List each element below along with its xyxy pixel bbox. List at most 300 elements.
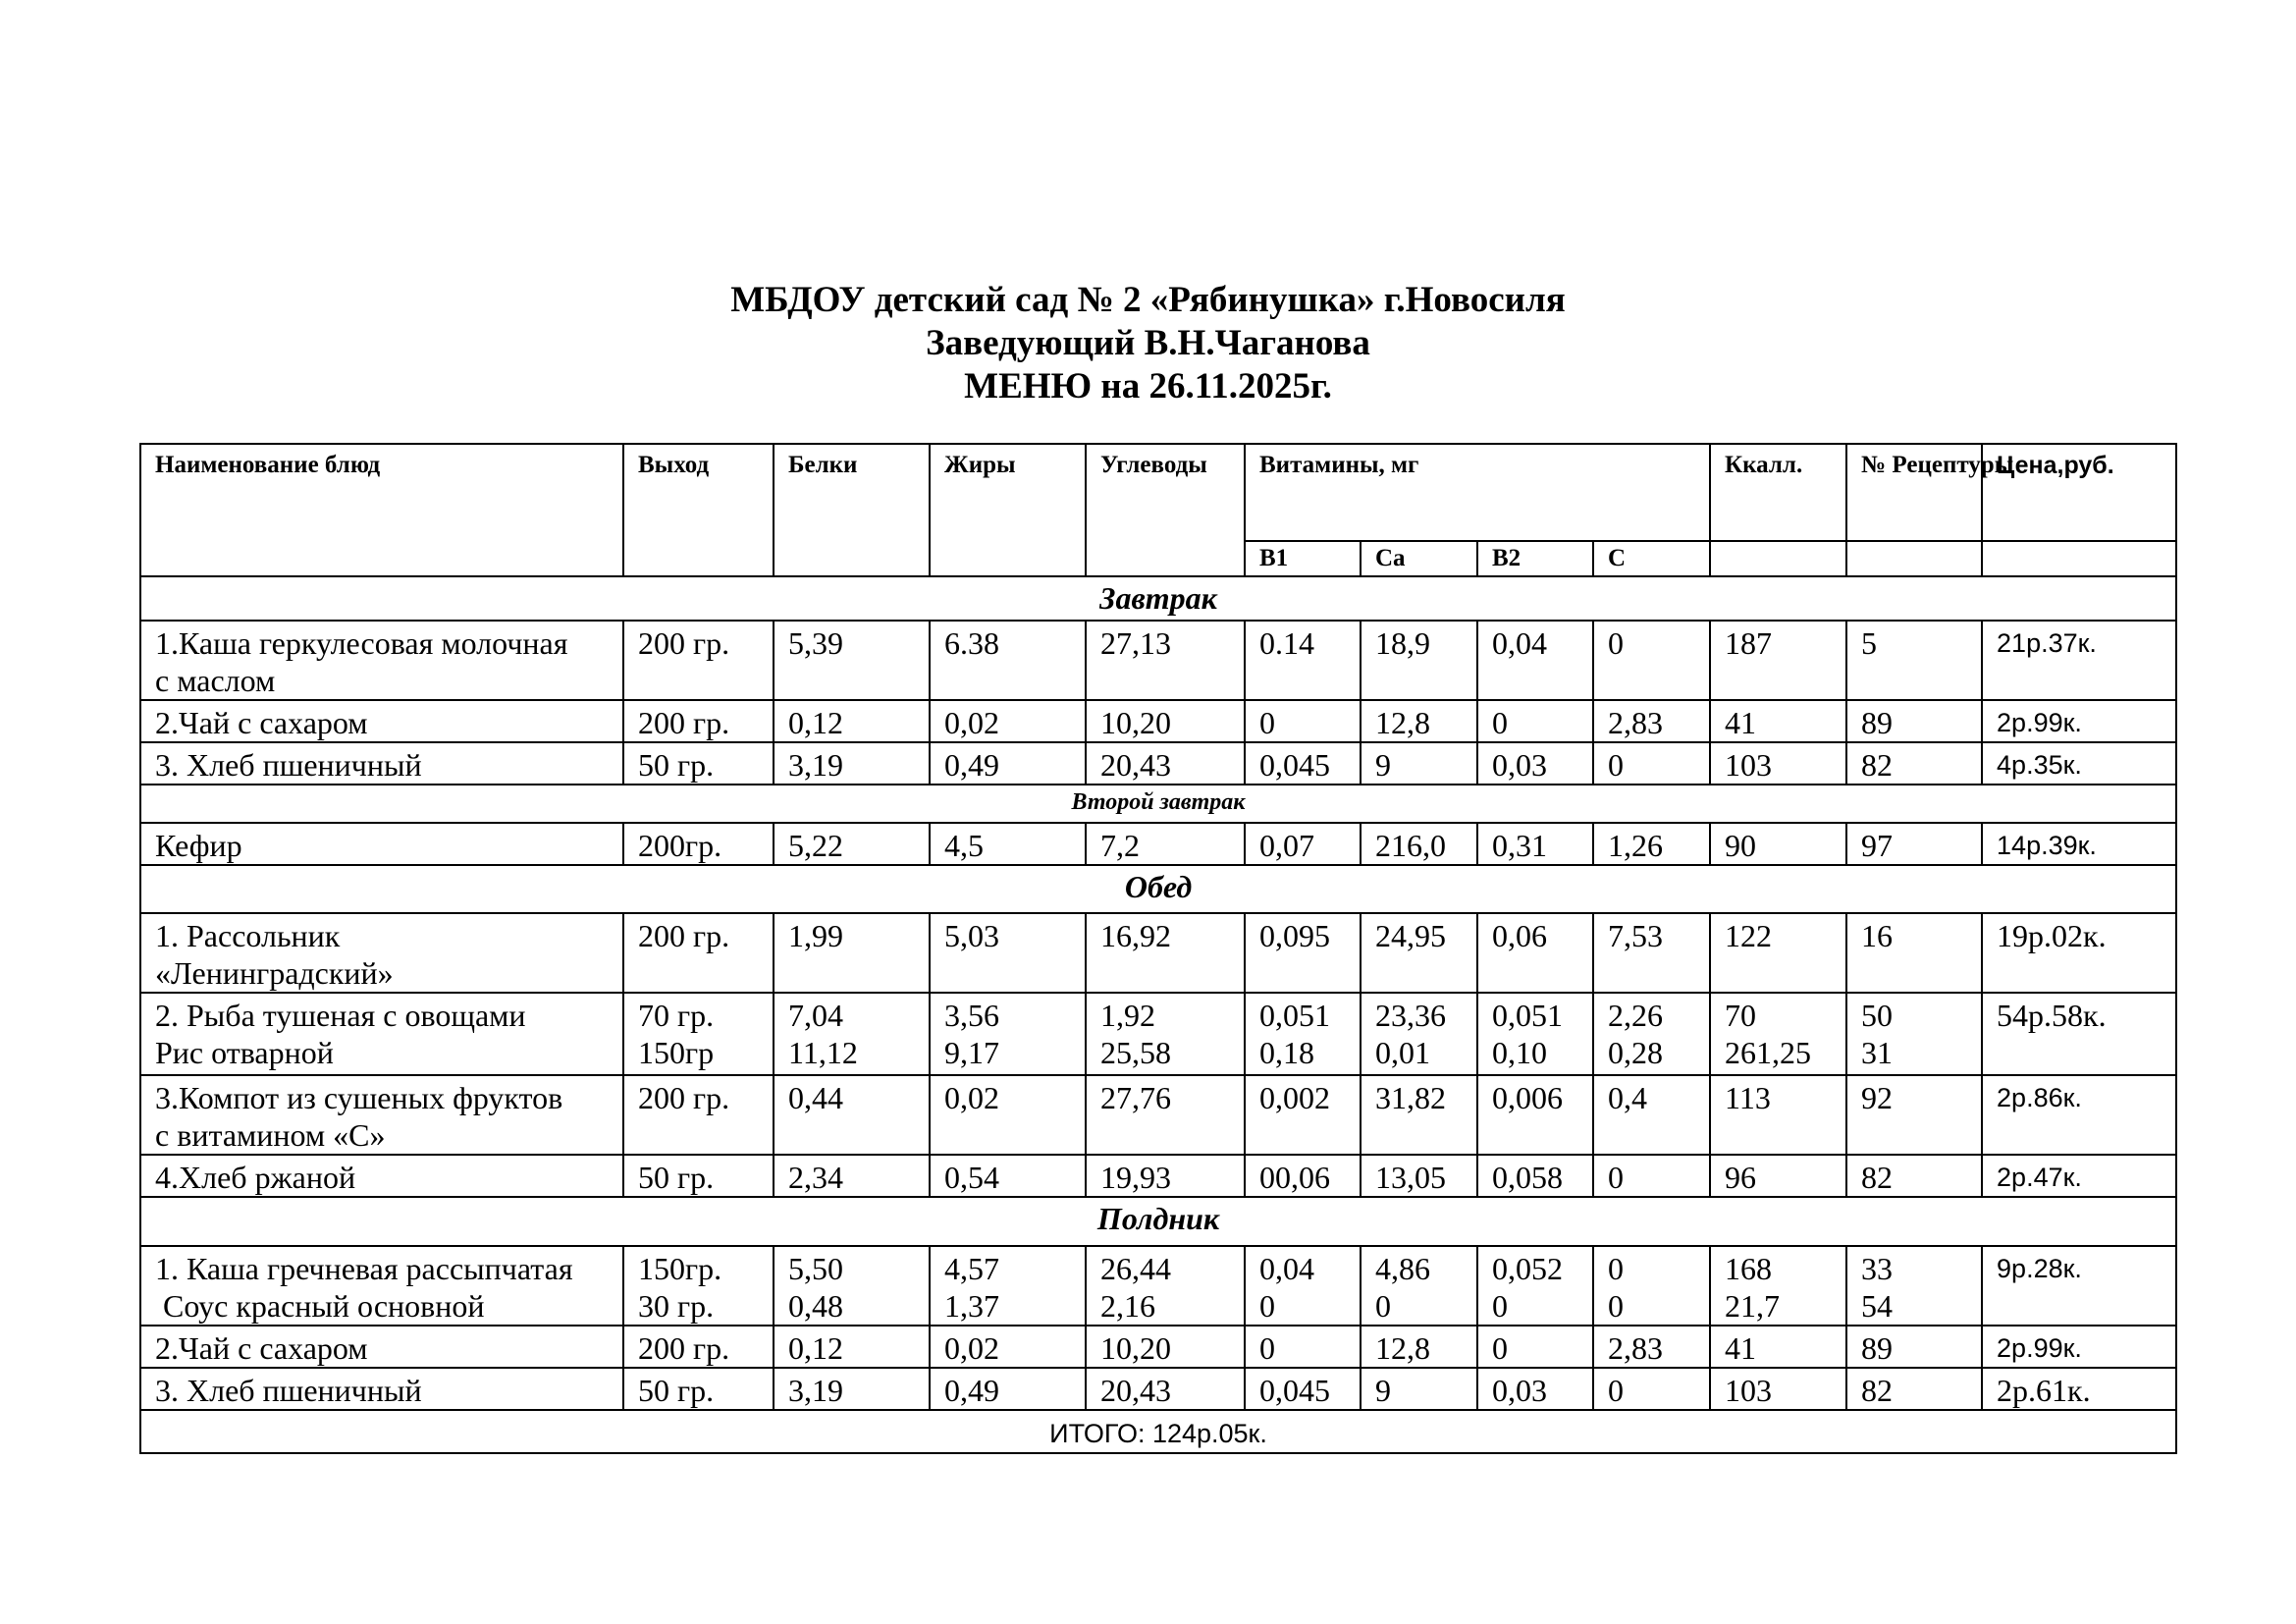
- vitamin-b2: 0,051: [1492, 998, 1563, 1033]
- dish-name: 3. Хлеб пшеничный: [155, 747, 422, 783]
- dish-protein: 7,04: [788, 998, 843, 1033]
- dish-output: 200 гр.: [638, 1330, 730, 1366]
- col-header-recipe-empty: [1846, 541, 1982, 576]
- recipe-number: 89: [1861, 1330, 1894, 1366]
- dish-kcal: 41: [1725, 705, 1757, 740]
- dish-kcal: 21,7: [1725, 1288, 1781, 1324]
- vitamin-c: 0: [1608, 625, 1624, 661]
- dish-output-cell: [623, 1155, 774, 1197]
- dish-output-cell: [623, 913, 774, 993]
- dish-name: 3. Хлеб пшеничный: [155, 1373, 422, 1408]
- vitamin-c-cell: [1593, 1246, 1710, 1326]
- dish-name: 2. Рыба тушеная с овощами: [155, 998, 526, 1033]
- col-header-name: Наименование блюд: [140, 444, 623, 576]
- recipe-number: 97: [1861, 828, 1894, 863]
- dish-fat-cell: [930, 993, 1086, 1075]
- dish-carbs-cell: [1086, 913, 1245, 993]
- col-header-recipe: № Рецептуры: [1846, 444, 1982, 541]
- col-header-carbs: Углеводы: [1086, 444, 1245, 576]
- vitamin-ca: 13,05: [1375, 1160, 1446, 1195]
- dish-kcal: 90: [1725, 828, 1757, 863]
- dish-name: Соус красный основной: [163, 1288, 485, 1324]
- dish-carbs: 26,44: [1100, 1251, 1171, 1286]
- section-lunch: [140, 865, 2176, 913]
- dish-output-cell: [623, 993, 774, 1075]
- recipe-number: 5: [1861, 625, 1878, 661]
- dish-price: 4р.35к.: [1982, 742, 2176, 785]
- dish-kcal: 187: [1725, 625, 1773, 661]
- vitamin-b2-cell: [1477, 1326, 1593, 1368]
- dish-name: 1.Каша геркулесовая молочная: [155, 625, 568, 661]
- dish-fat: 0,49: [944, 747, 999, 783]
- dish-name-cell: [140, 913, 623, 993]
- dish-row: [140, 621, 2176, 700]
- recipe-number-cell: [1846, 1326, 1982, 1368]
- dish-protein-cell: [774, 1326, 930, 1368]
- dish-name: 3.Компот из сушеных фруктов: [155, 1080, 563, 1115]
- dish-fat: 0,49: [944, 1373, 999, 1408]
- recipe-number: 33: [1861, 1251, 1894, 1286]
- dish-carbs: 20,43: [1100, 1373, 1171, 1408]
- dish-protein-cell: [774, 1368, 930, 1410]
- vitamin-ca-cell: [1361, 1326, 1477, 1368]
- vitamin-b1: 0,04: [1259, 1251, 1314, 1286]
- dish-kcal-cell: [1710, 700, 1846, 742]
- section-snack: [140, 1197, 2176, 1246]
- dish-price: 9р.28к.: [1982, 1246, 2176, 1326]
- dish-output: 200 гр.: [638, 705, 730, 740]
- dish-kcal-cell: [1710, 742, 1846, 785]
- vitamin-ca: 0: [1375, 1288, 1391, 1324]
- dish-row: [140, 742, 2176, 785]
- dish-kcal-cell: [1710, 993, 1846, 1075]
- dish-name-cell: [140, 700, 623, 742]
- vitamin-ca-cell: [1361, 1155, 1477, 1197]
- dish-carbs-cell: [1086, 742, 1245, 785]
- dish-fat: 0,02: [944, 1330, 999, 1366]
- dish-protein: 1,99: [788, 918, 843, 953]
- dish-carbs-cell: [1086, 700, 1245, 742]
- dish-name-cell: [140, 1075, 623, 1155]
- section-title: Завтрак: [140, 576, 2176, 621]
- dish-carbs: 1,92: [1100, 998, 1155, 1033]
- recipe-number: 89: [1861, 705, 1894, 740]
- dish-protein: 2,34: [788, 1160, 843, 1195]
- dish-protein: 5,22: [788, 828, 843, 863]
- recipe-number: 82: [1861, 1373, 1894, 1408]
- vitamin-b1: 0,045: [1259, 747, 1330, 783]
- dish-kcal-cell: [1710, 1155, 1846, 1197]
- dish-carbs-cell: [1086, 1155, 1245, 1197]
- vitamin-b1-cell: [1245, 1368, 1361, 1410]
- vitamin-b2: 0,006: [1492, 1080, 1563, 1115]
- dish-name-cell: [140, 1155, 623, 1197]
- recipe-number: 16: [1861, 918, 1894, 953]
- dish-price: 54р.58к.: [1982, 993, 2176, 1075]
- dish-carbs: 25,58: [1100, 1035, 1171, 1070]
- dish-kcal: 103: [1725, 1373, 1773, 1408]
- dish-output: 50 гр.: [638, 1160, 715, 1195]
- vitamin-c: 2,26: [1608, 998, 1663, 1033]
- section-second-breakfast: [140, 785, 2176, 823]
- vitamin-c: 0: [1608, 1373, 1624, 1408]
- dish-kcal-cell: [1710, 913, 1846, 993]
- col-header-fat: Жиры: [930, 444, 1086, 576]
- vitamin-c: 7,53: [1608, 918, 1663, 953]
- dish-fat: 0,54: [944, 1160, 999, 1195]
- dish-fat: 6.38: [944, 625, 999, 661]
- vitamin-c: 0: [1608, 747, 1624, 783]
- dish-kcal-cell: [1710, 823, 1846, 865]
- vitamin-b1-cell: [1245, 913, 1361, 993]
- vitamin-b1-cell: [1245, 993, 1361, 1075]
- dish-fat-cell: [930, 1246, 1086, 1326]
- dish-output-cell: [623, 621, 774, 700]
- dish-fat-cell: [930, 913, 1086, 993]
- dish-row: [140, 1075, 2176, 1155]
- vitamin-b1-cell: [1245, 621, 1361, 700]
- vitamin-ca-cell: [1361, 700, 1477, 742]
- dish-output: 200гр.: [638, 828, 722, 863]
- vitamin-b1: 0,051: [1259, 998, 1330, 1033]
- dish-output: 200 гр.: [638, 918, 730, 953]
- menu-table: [139, 443, 2177, 1454]
- dish-fat-cell: [930, 742, 1086, 785]
- vitamin-b1-cell: [1245, 1326, 1361, 1368]
- vitamin-b1: 0,002: [1259, 1080, 1330, 1115]
- dish-carbs-cell: [1086, 1326, 1245, 1368]
- dish-protein: 5,50: [788, 1251, 843, 1286]
- dish-output: 150гр: [638, 1035, 715, 1070]
- dish-row: [140, 1246, 2176, 1326]
- dish-carbs-cell: [1086, 823, 1245, 865]
- dish-fat: 0,02: [944, 1080, 999, 1115]
- dish-kcal: 41: [1725, 1330, 1757, 1366]
- dish-protein-cell: [774, 742, 930, 785]
- dish-name-cell: [140, 1246, 623, 1326]
- vitamin-c-cell: [1593, 913, 1710, 993]
- dish-protein-cell: [774, 913, 930, 993]
- recipe-number: 31: [1861, 1035, 1894, 1070]
- dish-protein-cell: [774, 1155, 930, 1197]
- recipe-number-cell: [1846, 621, 1982, 700]
- header-row: [140, 444, 2176, 541]
- dish-carbs-cell: [1086, 1368, 1245, 1410]
- dish-row: [140, 1326, 2176, 1368]
- vitamin-b2-cell: [1477, 1155, 1593, 1197]
- vitamin-ca-cell: [1361, 913, 1477, 993]
- director-line: Заведующий В.Н.Чаганова: [926, 323, 1370, 363]
- col-header-price-empty: [1982, 541, 2176, 576]
- dish-fat: 3,56: [944, 998, 999, 1033]
- dish-kcal: 261,25: [1725, 1035, 1812, 1070]
- vitamin-b1-cell: [1245, 700, 1361, 742]
- dish-fat-cell: [930, 1075, 1086, 1155]
- vitamin-c: 0,28: [1608, 1035, 1663, 1070]
- dish-kcal-cell: [1710, 1075, 1846, 1155]
- dish-output: 200 гр.: [638, 625, 730, 661]
- dish-price: 2р.99к.: [1982, 700, 2176, 742]
- dish-row: [140, 823, 2176, 865]
- recipe-number-cell: [1846, 823, 1982, 865]
- dish-name-cell: [140, 742, 623, 785]
- dish-fat: 5,03: [944, 918, 999, 953]
- dish-kcal-cell: [1710, 1368, 1846, 1410]
- dish-row: [140, 993, 2176, 1075]
- dish-price: 2р.99к.: [1982, 1326, 2176, 1368]
- dish-output-cell: [623, 1246, 774, 1326]
- dish-price: 21р.37к.: [1982, 621, 2176, 700]
- dish-output-cell: [623, 742, 774, 785]
- vitamin-b2: 0,03: [1492, 747, 1547, 783]
- vitamin-b1: 0,07: [1259, 828, 1314, 863]
- vitamin-b2-cell: [1477, 700, 1593, 742]
- dish-protein: 0,12: [788, 705, 843, 740]
- vitamin-c-cell: [1593, 823, 1710, 865]
- recipe-number-cell: [1846, 1155, 1982, 1197]
- vitamin-c: 0: [1608, 1251, 1624, 1286]
- col-header-vitamins: Витамины, мг: [1245, 444, 1710, 541]
- dish-kcal-cell: [1710, 1326, 1846, 1368]
- dish-fat-cell: [930, 1155, 1086, 1197]
- col-header-ca: Са: [1361, 541, 1477, 576]
- vitamin-ca: 9: [1375, 1373, 1391, 1408]
- vitamin-b1-cell: [1245, 742, 1361, 785]
- dish-kcal: 168: [1725, 1251, 1773, 1286]
- dish-name: Рис отварной: [155, 1035, 334, 1070]
- dish-protein-cell: [774, 1075, 930, 1155]
- vitamin-ca: 216,0: [1375, 828, 1446, 863]
- vitamin-c: 0: [1608, 1288, 1624, 1324]
- vitamin-b1: 00,06: [1259, 1160, 1330, 1195]
- dish-output-cell: [623, 700, 774, 742]
- vitamin-ca-cell: [1361, 1246, 1477, 1326]
- dish-kcal: 96: [1725, 1160, 1757, 1195]
- vitamin-c-cell: [1593, 1155, 1710, 1197]
- total-row: [140, 1410, 2176, 1453]
- vitamin-b1-cell: [1245, 823, 1361, 865]
- vitamin-ca: 12,8: [1375, 705, 1430, 740]
- institution-title: МБДОУ детский сад № 2 «Рябинушка» г.Новосиля: [730, 280, 1566, 320]
- vitamin-c-cell: [1593, 993, 1710, 1075]
- vitamin-b1: 0: [1259, 1330, 1275, 1366]
- col-header-output: Выход: [623, 444, 774, 576]
- dish-protein: 0,12: [788, 1330, 843, 1366]
- dish-row: [140, 913, 2176, 993]
- vitamin-ca: 0,01: [1375, 1035, 1430, 1070]
- dish-row: [140, 1368, 2176, 1410]
- vitamin-c: 2,83: [1608, 705, 1663, 740]
- vitamin-b1-cell: [1245, 1075, 1361, 1155]
- dish-fat: 4,5: [944, 828, 984, 863]
- dish-protein: 0,44: [788, 1080, 843, 1115]
- vitamin-c-cell: [1593, 621, 1710, 700]
- dish-kcal: 103: [1725, 747, 1773, 783]
- vitamin-ca-cell: [1361, 823, 1477, 865]
- vitamin-b2-cell: [1477, 1075, 1593, 1155]
- dish-carbs-cell: [1086, 1246, 1245, 1326]
- vitamin-c-cell: [1593, 1368, 1710, 1410]
- vitamin-ca: 12,8: [1375, 1330, 1430, 1366]
- dish-fat-cell: [930, 823, 1086, 865]
- recipe-number: 82: [1861, 747, 1894, 783]
- dish-price: 19р.02к.: [1982, 913, 2176, 993]
- dish-output-cell: [623, 823, 774, 865]
- vitamin-ca-cell: [1361, 1368, 1477, 1410]
- dish-name-cell: [140, 1326, 623, 1368]
- vitamin-b1: 0: [1259, 705, 1275, 740]
- dish-kcal: 113: [1725, 1080, 1771, 1115]
- vitamin-b2: 0,31: [1492, 828, 1547, 863]
- dish-output: 30 гр.: [638, 1288, 715, 1324]
- vitamin-b2: 0,052: [1492, 1251, 1563, 1286]
- dish-protein-cell: [774, 621, 930, 700]
- vitamin-ca-cell: [1361, 1075, 1477, 1155]
- dish-fat-cell: [930, 621, 1086, 700]
- vitamin-b1: 0,095: [1259, 918, 1330, 953]
- dish-protein: 0,48: [788, 1288, 843, 1324]
- dish-protein: 5,39: [788, 625, 843, 661]
- recipe-number: 92: [1861, 1080, 1894, 1115]
- dish-kcal: 70: [1725, 998, 1757, 1033]
- section-breakfast: [140, 576, 2176, 621]
- vitamin-b2: 0: [1492, 705, 1508, 740]
- dish-name: 4.Хлеб ржаной: [155, 1160, 356, 1195]
- dish-row: [140, 700, 2176, 742]
- col-header-b1: В1: [1245, 541, 1361, 576]
- dish-carbs: 7,2: [1100, 828, 1140, 863]
- vitamin-ca-cell: [1361, 742, 1477, 785]
- dish-name: 2.Чай с сахаром: [155, 1330, 368, 1366]
- dish-carbs-cell: [1086, 1075, 1245, 1155]
- vitamin-b1: 0,045: [1259, 1373, 1330, 1408]
- dish-name: с витамином «С»: [155, 1117, 386, 1153]
- dish-carbs-cell: [1086, 993, 1245, 1075]
- vitamin-b2-cell: [1477, 742, 1593, 785]
- dish-protein: 3,19: [788, 747, 843, 783]
- col-header-protein: Белки: [774, 444, 930, 576]
- vitamin-b1-cell: [1245, 1155, 1361, 1197]
- dish-price: 2р.47к.: [1982, 1155, 2176, 1197]
- dish-kcal-cell: [1710, 621, 1846, 700]
- recipe-number-cell: [1846, 913, 1982, 993]
- vitamin-ca: 18,9: [1375, 625, 1430, 661]
- dish-output: 150гр.: [638, 1251, 722, 1286]
- dish-name-cell: [140, 1368, 623, 1410]
- dish-protein-cell: [774, 823, 930, 865]
- dish-output: 200 гр.: [638, 1080, 730, 1115]
- dish-carbs: 2,16: [1100, 1288, 1155, 1324]
- recipe-number-cell: [1846, 700, 1982, 742]
- dish-carbs: 20,43: [1100, 747, 1171, 783]
- dish-fat-cell: [930, 700, 1086, 742]
- recipe-number: 82: [1861, 1160, 1894, 1195]
- col-header-b2: В2: [1477, 541, 1593, 576]
- vitamin-c-cell: [1593, 742, 1710, 785]
- vitamin-ca-cell: [1361, 993, 1477, 1075]
- vitamin-b1: 0,18: [1259, 1035, 1314, 1070]
- dish-price: 2р.61к.: [1982, 1368, 2176, 1410]
- col-header-c: С: [1593, 541, 1710, 576]
- col-header-price: Цена,руб.: [1982, 444, 2176, 541]
- vitamin-c: 1,26: [1608, 828, 1663, 863]
- vitamin-ca: 31,82: [1375, 1080, 1446, 1115]
- col-header-kcal: Ккалл.: [1710, 444, 1846, 541]
- vitamin-ca: 23,36: [1375, 998, 1446, 1033]
- vitamin-b2: 0,04: [1492, 625, 1547, 661]
- dish-fat: 4,57: [944, 1251, 999, 1286]
- vitamin-b2-cell: [1477, 993, 1593, 1075]
- dish-protein-cell: [774, 700, 930, 742]
- dish-kcal-cell: [1710, 1246, 1846, 1326]
- dish-carbs: 10,20: [1100, 705, 1171, 740]
- recipe-number-cell: [1846, 1075, 1982, 1155]
- dish-protein: 11,12: [788, 1035, 858, 1070]
- dish-carbs: 16,92: [1100, 918, 1171, 953]
- menu-date-title: МЕНЮ на 26.11.2025г.: [964, 366, 1332, 406]
- vitamin-b2-cell: [1477, 1246, 1593, 1326]
- dish-name-cell: [140, 993, 623, 1075]
- recipe-number-cell: [1846, 1246, 1982, 1326]
- vitamin-ca: 4,86: [1375, 1251, 1430, 1286]
- dish-name: с маслом: [155, 663, 276, 698]
- vitamin-b2-cell: [1477, 823, 1593, 865]
- vitamin-ca-cell: [1361, 621, 1477, 700]
- vitamin-b1: 0: [1259, 1288, 1275, 1324]
- vitamin-b2-cell: [1477, 1368, 1593, 1410]
- dish-carbs: 10,20: [1100, 1330, 1171, 1366]
- dish-fat: 9,17: [944, 1035, 999, 1070]
- dish-output-cell: [623, 1075, 774, 1155]
- recipe-number: 50: [1861, 998, 1894, 1033]
- vitamin-b2: 0,06: [1492, 918, 1547, 953]
- vitamin-c-cell: [1593, 700, 1710, 742]
- vitamin-b1-cell: [1245, 1246, 1361, 1326]
- dish-output: 70 гр.: [638, 998, 715, 1033]
- dish-fat: 1,37: [944, 1288, 999, 1324]
- section-title: Полдник: [140, 1197, 2176, 1246]
- recipe-number-cell: [1846, 993, 1982, 1075]
- vitamin-c-cell: [1593, 1326, 1710, 1368]
- dish-carbs: 27,13: [1100, 625, 1171, 661]
- section-title: Обед: [140, 865, 2176, 913]
- vitamin-c: 0: [1608, 1160, 1624, 1195]
- dish-fat-cell: [930, 1368, 1086, 1410]
- recipe-number-cell: [1846, 1368, 1982, 1410]
- dish-row: [140, 1155, 2176, 1197]
- total-price: ИТОГО: 124р.05к.: [140, 1410, 2176, 1453]
- dish-name: «Ленинградский»: [155, 955, 394, 991]
- vitamin-b2: 0,10: [1492, 1035, 1547, 1070]
- dish-name-cell: [140, 823, 623, 865]
- dish-output-cell: [623, 1368, 774, 1410]
- dish-output: 50 гр.: [638, 1373, 715, 1408]
- vitamin-c: 0,4: [1608, 1080, 1647, 1115]
- dish-name: 1. Каша гречневая рассыпчатая: [155, 1251, 573, 1286]
- dish-protein-cell: [774, 993, 930, 1075]
- vitamin-b2: 0: [1492, 1288, 1508, 1324]
- dish-output: 50 гр.: [638, 747, 715, 783]
- dish-protein: 3,19: [788, 1373, 843, 1408]
- dish-name: 1. Рассольник: [155, 918, 341, 953]
- vitamin-c-cell: [1593, 1075, 1710, 1155]
- dish-fat-cell: [930, 1326, 1086, 1368]
- dish-fat: 0,02: [944, 705, 999, 740]
- dish-price: 14р.39к.: [1982, 823, 2176, 865]
- dish-carbs-cell: [1086, 621, 1245, 700]
- vitamin-b2: 0,03: [1492, 1373, 1547, 1408]
- vitamin-ca: 9: [1375, 747, 1391, 783]
